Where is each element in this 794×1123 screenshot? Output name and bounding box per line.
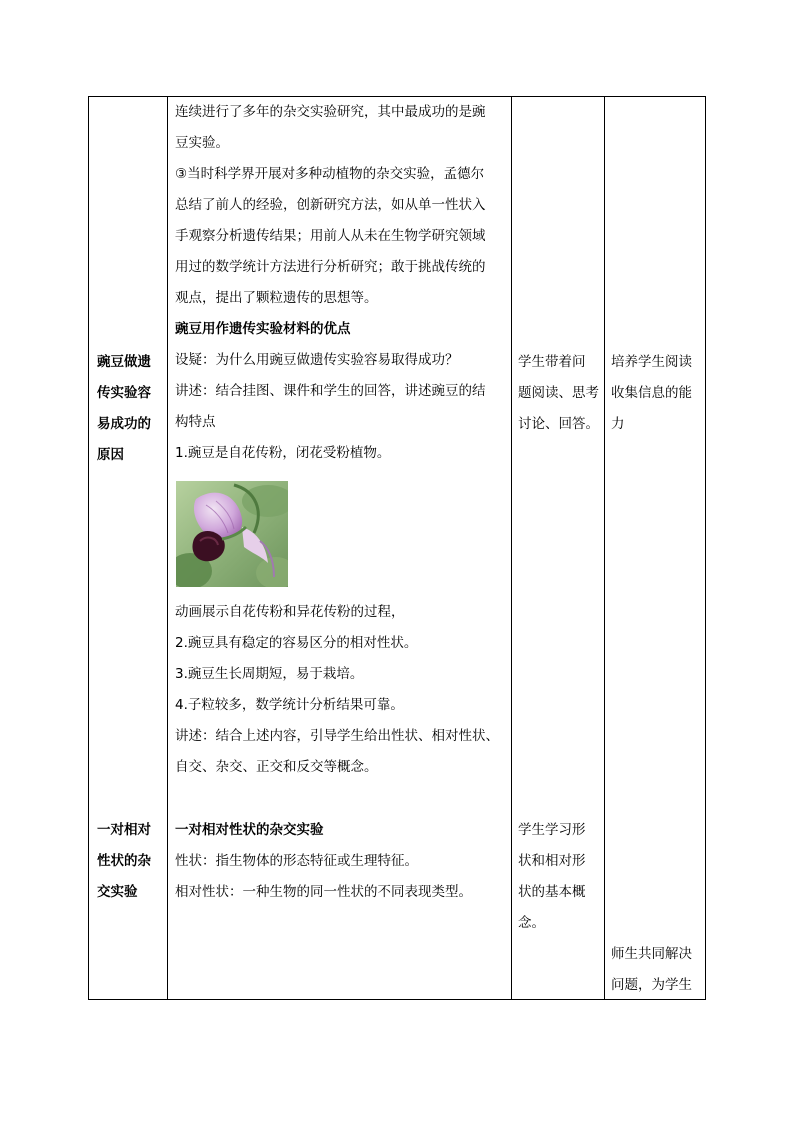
intent-line: 培养学生阅读 [611,354,692,370]
student-activity-2 [518,815,586,939]
content-line: ③当时科学界开展对多种动植物的杂交实验，孟德尔 [175,166,485,182]
content-bottom [175,597,499,783]
content-line: 2.豌豆具有稳定的容易区分的相对性状。 [175,635,418,651]
topic-section1 [97,347,151,471]
content-line: 自交、杂交、正交和反交等概念。 [175,759,378,775]
topic-line: 性状的杂 [97,853,151,869]
content-line: 用过的数学统计方法进行分析研究；敢于挑战传统的 [175,259,486,275]
column-divider [604,97,605,999]
intent-line: 师生共同解决 [611,946,692,962]
content-line: 总结了前人的经验，创新研究方法，如从单一性状入 [175,197,486,213]
topic-line: 交实验 [97,884,138,900]
section-heading: 豌豆用作遗传实验材料的优点 [175,321,351,337]
activity-line: 状的基本概 [518,884,586,900]
pea-flower-photo [176,481,288,587]
content-line: 1.豌豆是自花传粉，闭花受粉植物。 [175,445,391,461]
content-line: 3.豌豆生长周期短，易于栽培。 [175,666,364,682]
content-section2 [175,815,472,908]
content-line: 构特点 [175,414,216,430]
design-intent-1 [611,347,692,440]
design-intent-2 [611,939,692,1001]
activity-line: 状和相对形 [518,853,586,869]
topic-line: 一对相对 [97,822,151,838]
topic-line: 传实验容 [97,385,151,401]
content-line: 讲述：结合挂图、课件和学生的回答，讲述豌豆的结 [175,383,486,399]
content-line: 观点，提出了颗粒遗传的思想等。 [175,290,378,306]
intent-line: 力 [611,416,625,432]
intent-line: 问题，为学生 [611,977,692,993]
content-line: 讲述：结合上述内容，引导学生给出性状、相对性状、 [175,728,499,744]
intent-line: 收集信息的能 [611,385,692,401]
topic-line: 易成功的 [97,416,151,432]
activity-line: 学生学习形 [518,822,586,838]
content-top [175,97,486,469]
column-divider [167,97,168,999]
column-divider [511,97,512,999]
student-activity-1 [518,347,599,440]
content-line: 相对性状：一种生物的同一性状的不同表现类型。 [175,884,472,900]
topic-line: 豌豆做遗 [97,354,151,370]
content-line: 豆实验。 [175,135,229,151]
content-line: 动画展示自花传粉和异花传粉的过程， [175,604,405,620]
content-line: 设疑：为什么用豌豆做遗传实验容易取得成功？ [175,352,459,368]
activity-line: 学生带着问 [518,354,586,370]
topic-section2 [97,815,151,908]
content-line: 手观察分析遗传结果；用前人从未在生物学研究领域 [175,228,486,244]
content-line: 4.子粒较多，数学统计分析结果可靠。 [175,697,404,713]
content-line: 性状：指生物体的形态特征或生理特征。 [175,853,418,869]
lesson-table [88,96,706,1000]
activity-line: 念。 [518,915,545,931]
topic-line: 原因 [97,447,124,463]
activity-line: 题阅读、思考 [518,385,599,401]
content-line: 连续进行了多年的杂交实验研究，其中最成功的是豌 [175,104,486,120]
activity-line: 讨论、回答。 [518,416,599,432]
section-heading: 一对相对性状的杂交实验 [175,822,324,838]
